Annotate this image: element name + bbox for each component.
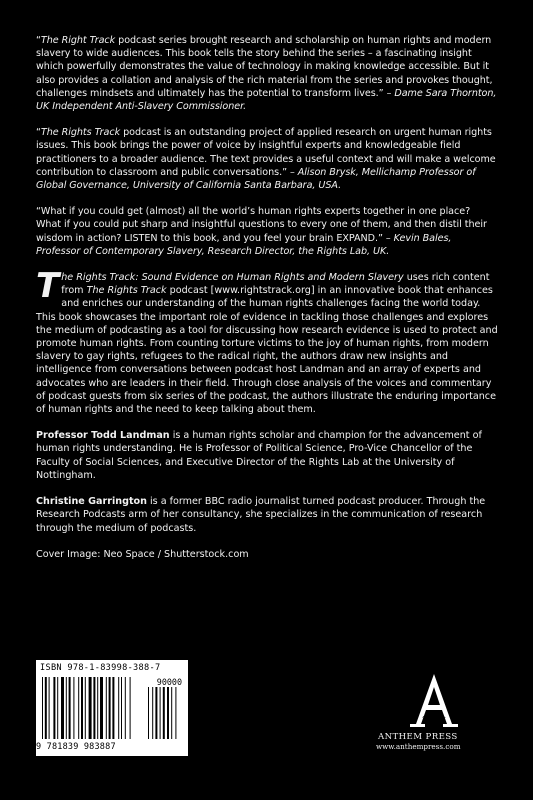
author-name: Christine Garrington <box>36 496 147 508</box>
back-cover-text <box>36 34 498 574</box>
description-seg: podcast [www.rightstrack.org] in an innovative book that enhances and enriches our understanding of the human rights challenges facing the world today. This book showcases the important role of evidence in tackling those challenges and explores the medium of podcasting as a tool for discussing how research evidence is used to protect and promote human rights. From counting torture victims to the joy of human rights, from modern slavery to gay rights, refugees to the radical right, the authors draw new insights and intelligence from conversations between podcast host Landman and an array of experts and advocates who are leaders in their field. Through close analysis of the voices and commentary of podcast guests from six series of the podcast, the authors illustrate the enduring importance of human rights and the need to keep talking about them. <box>36 285 498 416</box>
blurb-seg: “ <box>36 127 41 139</box>
description-seg: The Rights Track <box>86 285 167 297</box>
description-seg: uses rich content from <box>61 272 490 297</box>
price-code: 90000 <box>156 677 182 687</box>
author-bio: is a former BBC radio journalist turned podcast producer. Through the Research Podcasts arm of her consultancy, she specializes in the communication of research through the medium of podcasts. <box>36 496 486 534</box>
blurb-seg: podcast is an outstanding project of applied research on urgent human rights issues. This book brings the power of voice by insightful experts and knowledgeable field practitioners to a broader audience. The text provides a useful context and will make a welcome contribution to classroom and public conversations.” <box>36 127 496 178</box>
author-name: Professor Todd Landman <box>36 430 170 442</box>
blurb-seg: The Right Track <box>40 35 116 46</box>
isbn-label: ISBN 978-1-83998-388-7 <box>40 663 161 673</box>
author-bio: is a human rights scholar and champion for the advancement of human rights understanding. He is Professor of Political Science, Pro-Vice Chancellor of the Faculty of Social Sciences, and Executive Director of the Rights Lab at the University of Nottingham. <box>36 430 482 481</box>
author-bio-landman <box>36 429 498 482</box>
blurb-attribution: – Alison Brysk, Mellichamp Professor of Global Governance, University of California Santa Barbara, USA. <box>36 166 476 192</box>
book-description <box>36 266 498 416</box>
blurb-seg: “What if you could get (almost) all the world’s human rights experts together in one place? What if you could put sharp and insightful questions to every one of them, and then distil their wisdom in action? LISTEN to this book, and you feel your brain EXPAND.” <box>36 206 487 244</box>
description-seg: he Rights Track: Sound Evidence on Human Rights and Modern Slavery <box>61 272 404 284</box>
cover-credit: Cover Image: Neo Space / Shutterstock.com <box>36 548 249 560</box>
blurb-seg: “ <box>36 35 41 46</box>
blurb-attribution: – Kevin Bales, Professor of Contemporary Slavery, Research Director, the Rights Lab, UK. <box>36 232 452 257</box>
publisher-url: www.anthempress.com <box>376 742 461 751</box>
anthem-press-logo-icon <box>408 672 460 730</box>
barcode-digits: 9 781839 983887 <box>36 742 116 752</box>
blurb-2 <box>36 126 498 192</box>
blurb-3 <box>36 205 498 258</box>
isbn-barcode <box>36 660 188 756</box>
blurbs <box>36 34 498 258</box>
author-bio-garrington <box>36 495 498 535</box>
blurb-1 <box>36 34 498 113</box>
blurb-seg: podcast series brought research and scholarship on human rights and modern slavery to wide audiences. This book tells the story behind the series – a fascinating insight which powerfully demonstrates the value of technology in making knowledge accessible. But it also provides a collation and analysis of the rich material from the series and provokes thought, challenges mindsets and ultimately has the potential to transform lives.” <box>36 35 493 99</box>
blurb-attribution: – Dame Sara Thornton, UK Independent Anti-Slavery Commissioner. <box>36 87 497 113</box>
publisher-name: ANTHEM PRESS <box>378 732 458 742</box>
blurb-seg: The Rights Track <box>40 127 121 139</box>
barcode-bars <box>42 677 182 743</box>
publisher-block <box>372 672 496 762</box>
dropcap-letter: T <box>36 266 60 307</box>
